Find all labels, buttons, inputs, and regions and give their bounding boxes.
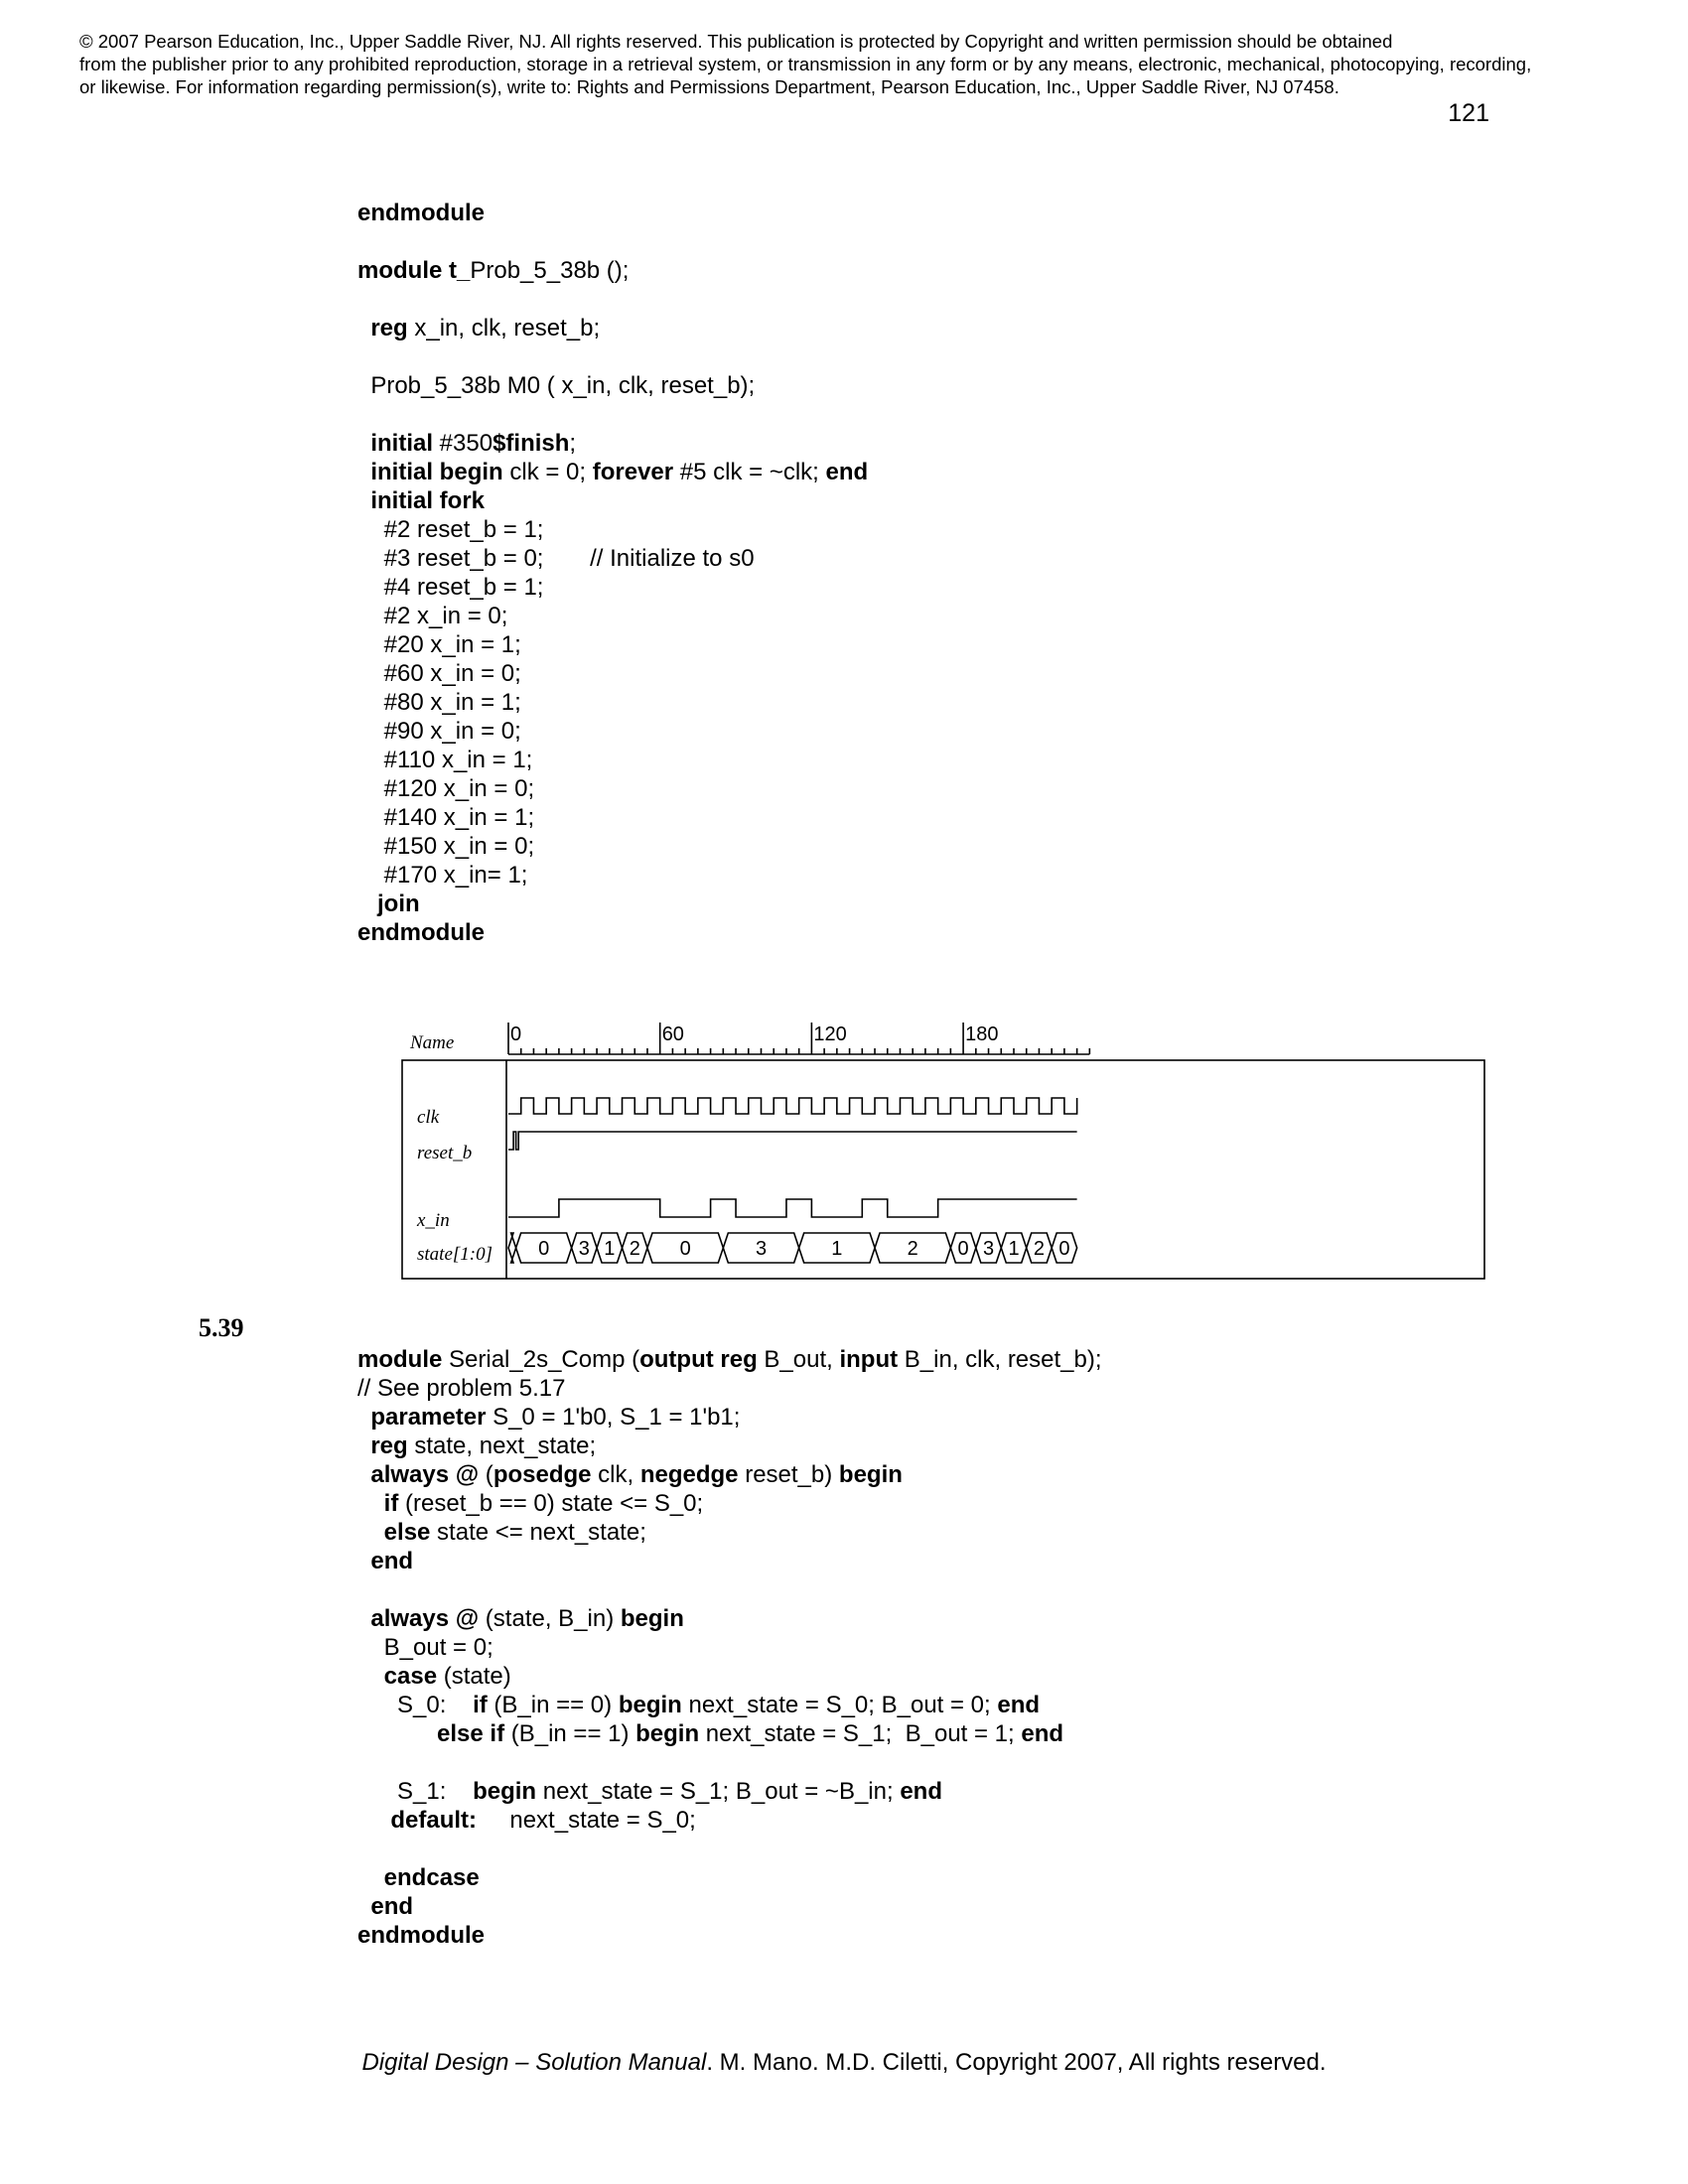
state-value: 0 — [679, 1238, 691, 1260]
code-text: state <= next_state; — [430, 1519, 646, 1546]
state-value: 1 — [1008, 1238, 1020, 1260]
code-keyword: end — [997, 1692, 1041, 1718]
code-keyword: else if — [437, 1720, 505, 1747]
state-value: 2 — [907, 1238, 918, 1260]
copyright-line: from the publisher prior to any prohibited reproduction, storage in a retrieval system, or transmission in any form or by any means, electronic, mechanical, photocopying, recording, — [79, 54, 1532, 74]
code-line — [357, 1575, 1102, 1604]
code-line — [357, 1835, 1102, 1863]
code-keyword: always @ — [370, 1605, 480, 1632]
code-keyword: forever — [592, 459, 674, 485]
code-line — [357, 1547, 1102, 1575]
code-text: next_state = S_1; B_out = ~B_in; — [536, 1778, 901, 1805]
code-text: state, next_state; — [407, 1433, 597, 1459]
code-keyword: initial fork — [370, 487, 486, 514]
code-line — [357, 1345, 1102, 1374]
x-in-trace — [508, 1199, 1077, 1217]
code-text — [357, 1548, 370, 1574]
code-text: clk = 0; — [502, 459, 593, 485]
code-text: #5 clk = ~clk; — [673, 459, 826, 485]
code-line — [357, 1748, 1102, 1777]
code-text: #150 x_in = 0; — [357, 833, 535, 860]
code-text: next_state = S_0; — [477, 1807, 696, 1834]
code-keyword: begin — [620, 1605, 684, 1632]
code-text: #2 reset_b = 1; — [357, 516, 544, 543]
code-text: Serial_2s_Comp ( — [442, 1346, 640, 1373]
code-text: #350 — [433, 430, 493, 457]
code-text — [357, 1893, 370, 1920]
code-text: Prob_5_38b M0 ( x_in, clk, reset_b); — [357, 372, 756, 399]
reset-b-trace — [508, 1132, 1077, 1150]
code-text — [357, 1433, 370, 1459]
code-keyword: module — [357, 257, 450, 284]
code-text: S_0: — [357, 1692, 474, 1718]
code-text: #120 x_in = 0; — [357, 775, 535, 802]
code-text: (state) — [437, 1663, 511, 1690]
code-keyword: reg — [370, 315, 408, 341]
code-text: #4 reset_b = 1; — [357, 574, 544, 601]
code-line — [357, 1403, 1102, 1432]
code-keyword: end — [370, 1893, 414, 1920]
code-keyword: posedge — [492, 1461, 592, 1488]
code-text: #80 x_in = 1; — [357, 689, 521, 716]
state-value: 0 — [1058, 1238, 1070, 1260]
code-text: #90 x_in = 0; — [357, 718, 521, 745]
code-text: #140 x_in = 1; — [357, 804, 535, 831]
code-text — [357, 1519, 384, 1546]
code-keyword: endcase — [383, 1864, 480, 1891]
state-value: 3 — [755, 1238, 768, 1260]
code-text — [357, 1404, 370, 1431]
code-text: next_state = S_1; B_out = 1; — [699, 1720, 1022, 1747]
code-keyword: input — [839, 1346, 899, 1373]
code-keyword: if — [383, 1490, 399, 1517]
code-text: ( — [479, 1461, 493, 1488]
code-keyword: end — [900, 1778, 942, 1805]
code-text: B_out = 0; — [357, 1634, 493, 1661]
footer-rest: . M. Mano. M.D. Ciletti, Copyright 2007, All rights reserved. — [706, 2049, 1327, 2076]
time-label: 0 — [510, 1024, 522, 1045]
code-keyword: else — [383, 1519, 431, 1546]
footer — [0, 2049, 1688, 2077]
code-keyword: always @ — [370, 1461, 480, 1488]
state-value: 2 — [629, 1238, 640, 1260]
code-keyword: initial begin — [370, 459, 503, 485]
code-keyword: begin — [618, 1692, 682, 1718]
code-text: S_1: — [357, 1778, 474, 1805]
code-text: // See problem 5.17 — [357, 1375, 566, 1402]
code-text: (B_in == 1) — [504, 1720, 636, 1747]
signal-name-x_in: x_in — [417, 1210, 450, 1231]
name-header: Name — [410, 1032, 455, 1053]
code-text — [357, 1461, 370, 1488]
code-keyword: join — [377, 890, 420, 917]
state-value: 1 — [604, 1238, 616, 1260]
copyright-line: or likewise. For information regarding permission(s), write to: Rights and Permissions Department, Pearson Education, Inc., Upper Saddle River, NJ 07458. — [79, 76, 1339, 97]
code-text — [357, 1720, 437, 1747]
code-keyword: module — [357, 1346, 443, 1373]
code-line — [357, 1633, 1102, 1662]
code-keyword: t_ — [449, 257, 471, 284]
code-line — [357, 1719, 1102, 1748]
code-line — [357, 1432, 1102, 1460]
code-text: B_out, — [757, 1346, 840, 1373]
state-value: 3 — [578, 1238, 590, 1260]
time-label: 120 — [813, 1024, 847, 1045]
footer-title: Digital Design – Solution Manual — [361, 2049, 707, 2076]
code-text: #20 x_in = 1; — [357, 631, 521, 658]
code-text: S_0 = 1'b0, S_1 = 1'b1; — [486, 1404, 741, 1431]
state-segment — [508, 1233, 516, 1263]
code-text: reset_b) — [738, 1461, 839, 1488]
waveform-frame — [402, 1060, 1484, 1279]
code-text: x_in, clk, reset_b; — [407, 315, 601, 341]
state-value: 2 — [1033, 1238, 1046, 1260]
code-text: #2 x_in = 0; — [357, 603, 508, 629]
code-keyword: initial — [370, 430, 434, 457]
code-text: B_in, clk, reset_b); — [898, 1346, 1102, 1373]
code-keyword: default: — [390, 1807, 478, 1834]
code-keyword: end — [1021, 1720, 1064, 1747]
state-value: 0 — [957, 1238, 969, 1260]
code-text — [357, 1864, 384, 1891]
state-value: 1 — [831, 1238, 843, 1260]
code-text: (B_in == 0) — [487, 1692, 619, 1718]
page-number: 121 — [1448, 99, 1489, 127]
code-text: (state, B_in) — [479, 1605, 621, 1632]
code-line — [357, 1518, 1102, 1547]
code-keyword: begin — [838, 1461, 903, 1488]
code-line — [357, 1863, 1102, 1892]
code-line — [357, 1921, 1102, 1950]
code-line — [357, 1460, 1102, 1489]
code-text: clk, — [591, 1461, 640, 1488]
code-line — [357, 1892, 1102, 1921]
state-value: 3 — [982, 1238, 995, 1260]
code-keyword: endmodule — [357, 919, 486, 946]
code-text — [357, 1490, 384, 1517]
code-text: #170 x_in= 1; — [357, 862, 528, 888]
code-text — [357, 1807, 390, 1834]
code-line — [357, 1691, 1102, 1719]
code-keyword: if — [473, 1692, 488, 1718]
time-label: 180 — [965, 1024, 999, 1045]
serial-2s-comp-code-block — [357, 1345, 1102, 1950]
code-text: #3 reset_b = 0; // Initialize to s0 — [357, 545, 755, 572]
code-text: ; — [569, 430, 577, 457]
code-keyword: parameter — [370, 1404, 487, 1431]
code-keyword: begin — [635, 1720, 700, 1747]
code-keyword: reg — [370, 1433, 408, 1459]
code-line — [357, 1662, 1102, 1691]
code-keyword: $finish — [492, 430, 570, 457]
code-keyword: output reg — [639, 1346, 758, 1373]
code-text: Prob_5_38b (); — [470, 257, 630, 284]
time-label: 60 — [661, 1024, 684, 1045]
code-keyword: endmodule — [357, 1922, 486, 1949]
code-line — [357, 1806, 1102, 1835]
signal-name-reset_b: reset_b — [417, 1143, 473, 1163]
code-text: #60 x_in = 0; — [357, 660, 521, 687]
code-keyword: end — [825, 459, 869, 485]
code-text — [357, 1605, 370, 1632]
state-value: 0 — [538, 1238, 550, 1260]
copyright-line: © 2007 Pearson Education, Inc., Upper Saddle River, NJ. All rights reserved. This publication is protected by Copyright and written permission should be obtained — [79, 31, 1393, 52]
signal-name-state: state[1:0] — [417, 1244, 492, 1265]
code-keyword: case — [383, 1663, 438, 1690]
code-keyword: end — [370, 1548, 414, 1574]
clk-trace — [508, 1098, 1077, 1114]
signal-name-clk: clk — [417, 1107, 440, 1128]
code-line — [357, 1489, 1102, 1518]
code-line — [357, 1777, 1102, 1806]
code-text — [357, 1663, 384, 1690]
code-line — [357, 1374, 1102, 1403]
code-text: #110 x_in = 1; — [357, 747, 533, 773]
code-keyword: begin — [473, 1778, 537, 1805]
code-text: (reset_b == 0) state <= S_0; — [398, 1490, 704, 1517]
code-line — [357, 1604, 1102, 1633]
problem-number: 5.39 — [199, 1313, 244, 1342]
code-keyword: negedge — [639, 1461, 739, 1488]
code-text: next_state = S_0; B_out = 0; — [681, 1692, 998, 1718]
code-keyword: endmodule — [357, 200, 486, 226]
